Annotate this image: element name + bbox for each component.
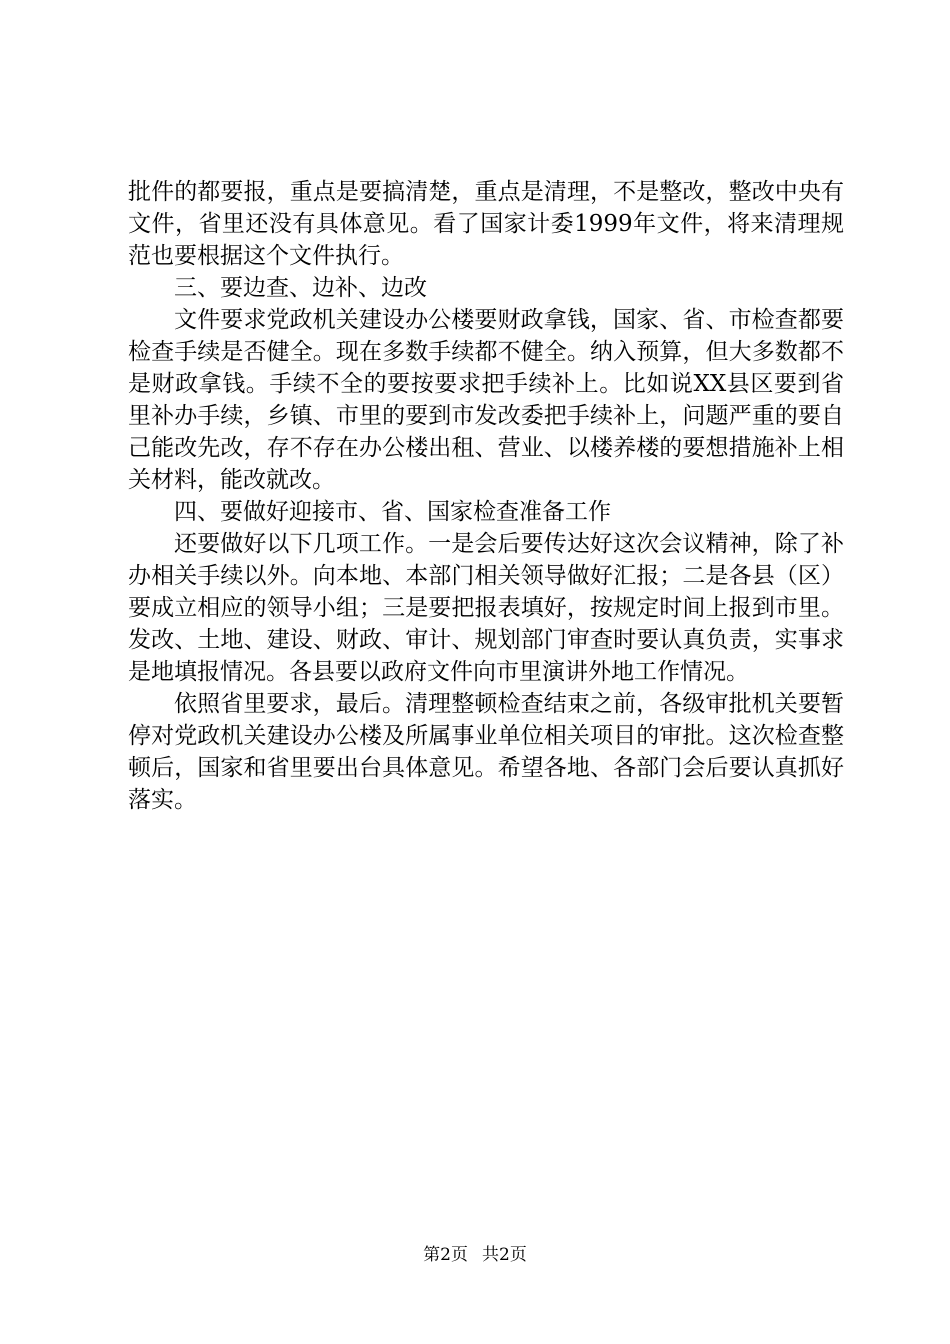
paragraph-section-3: 文件要求党政机关建设办公楼要财政拿钱，国家、省、市检查都要检查手续是否健全。现在多数手续都不健全。纳入预算，但大多数都不是财政拿钱。手续不全的要按要求把手续补上。比如说XX县区要到省里补办手续，乡镇、市里的要到市发改委把手续补上，问题严重的要自己能改先改，存不存在办公楼出租、营业、以楼养楼的要想措施补上相关材料，能改就改。: [128, 307, 844, 493]
page-footer: [0, 1244, 950, 1266]
page-number: 第2页: [423, 1245, 468, 1265]
page-total: 共2页: [482, 1245, 527, 1265]
section-heading-3: 三、要边查、边补、边改: [174, 275, 427, 301]
paragraph-closing: 依照省里要求，最后。清理整顿检查结束之前，各级审批机关要暂停对党政机关建设办公楼及所属事业单位相关项目的审批。这次检查整顿后，国家和省里要出台具体意见。希望各地、各部门会后要认真抓好落实。: [128, 691, 844, 813]
document-body: [128, 176, 844, 816]
paragraph-section-4-tasks: 还要做好以下几项工作。一是会后要传达好这次会议精神，除了补办相关手续以外。向本地、本部门相关领导做好汇报；二是各县（区）要成立相应的领导小组；三是要把报表填好，按规定时间上报到市里。发改、土地、建设、财政、审计、规划部门审查时要认真负责，实事求是地填报情况。各县要以政府文件向市里演讲外地工作情况。: [128, 531, 844, 685]
section-heading-4: 四、要做好迎接市、省、国家检查准备工作: [174, 499, 611, 525]
paragraph-continuation: 批件的都要报，重点是要搞清楚，重点是清理，不是整改，整改中央有文件，省里还没有具体意见。看了国家计委1999年文件，将来清理规范也要根据这个文件执行。: [128, 179, 844, 269]
